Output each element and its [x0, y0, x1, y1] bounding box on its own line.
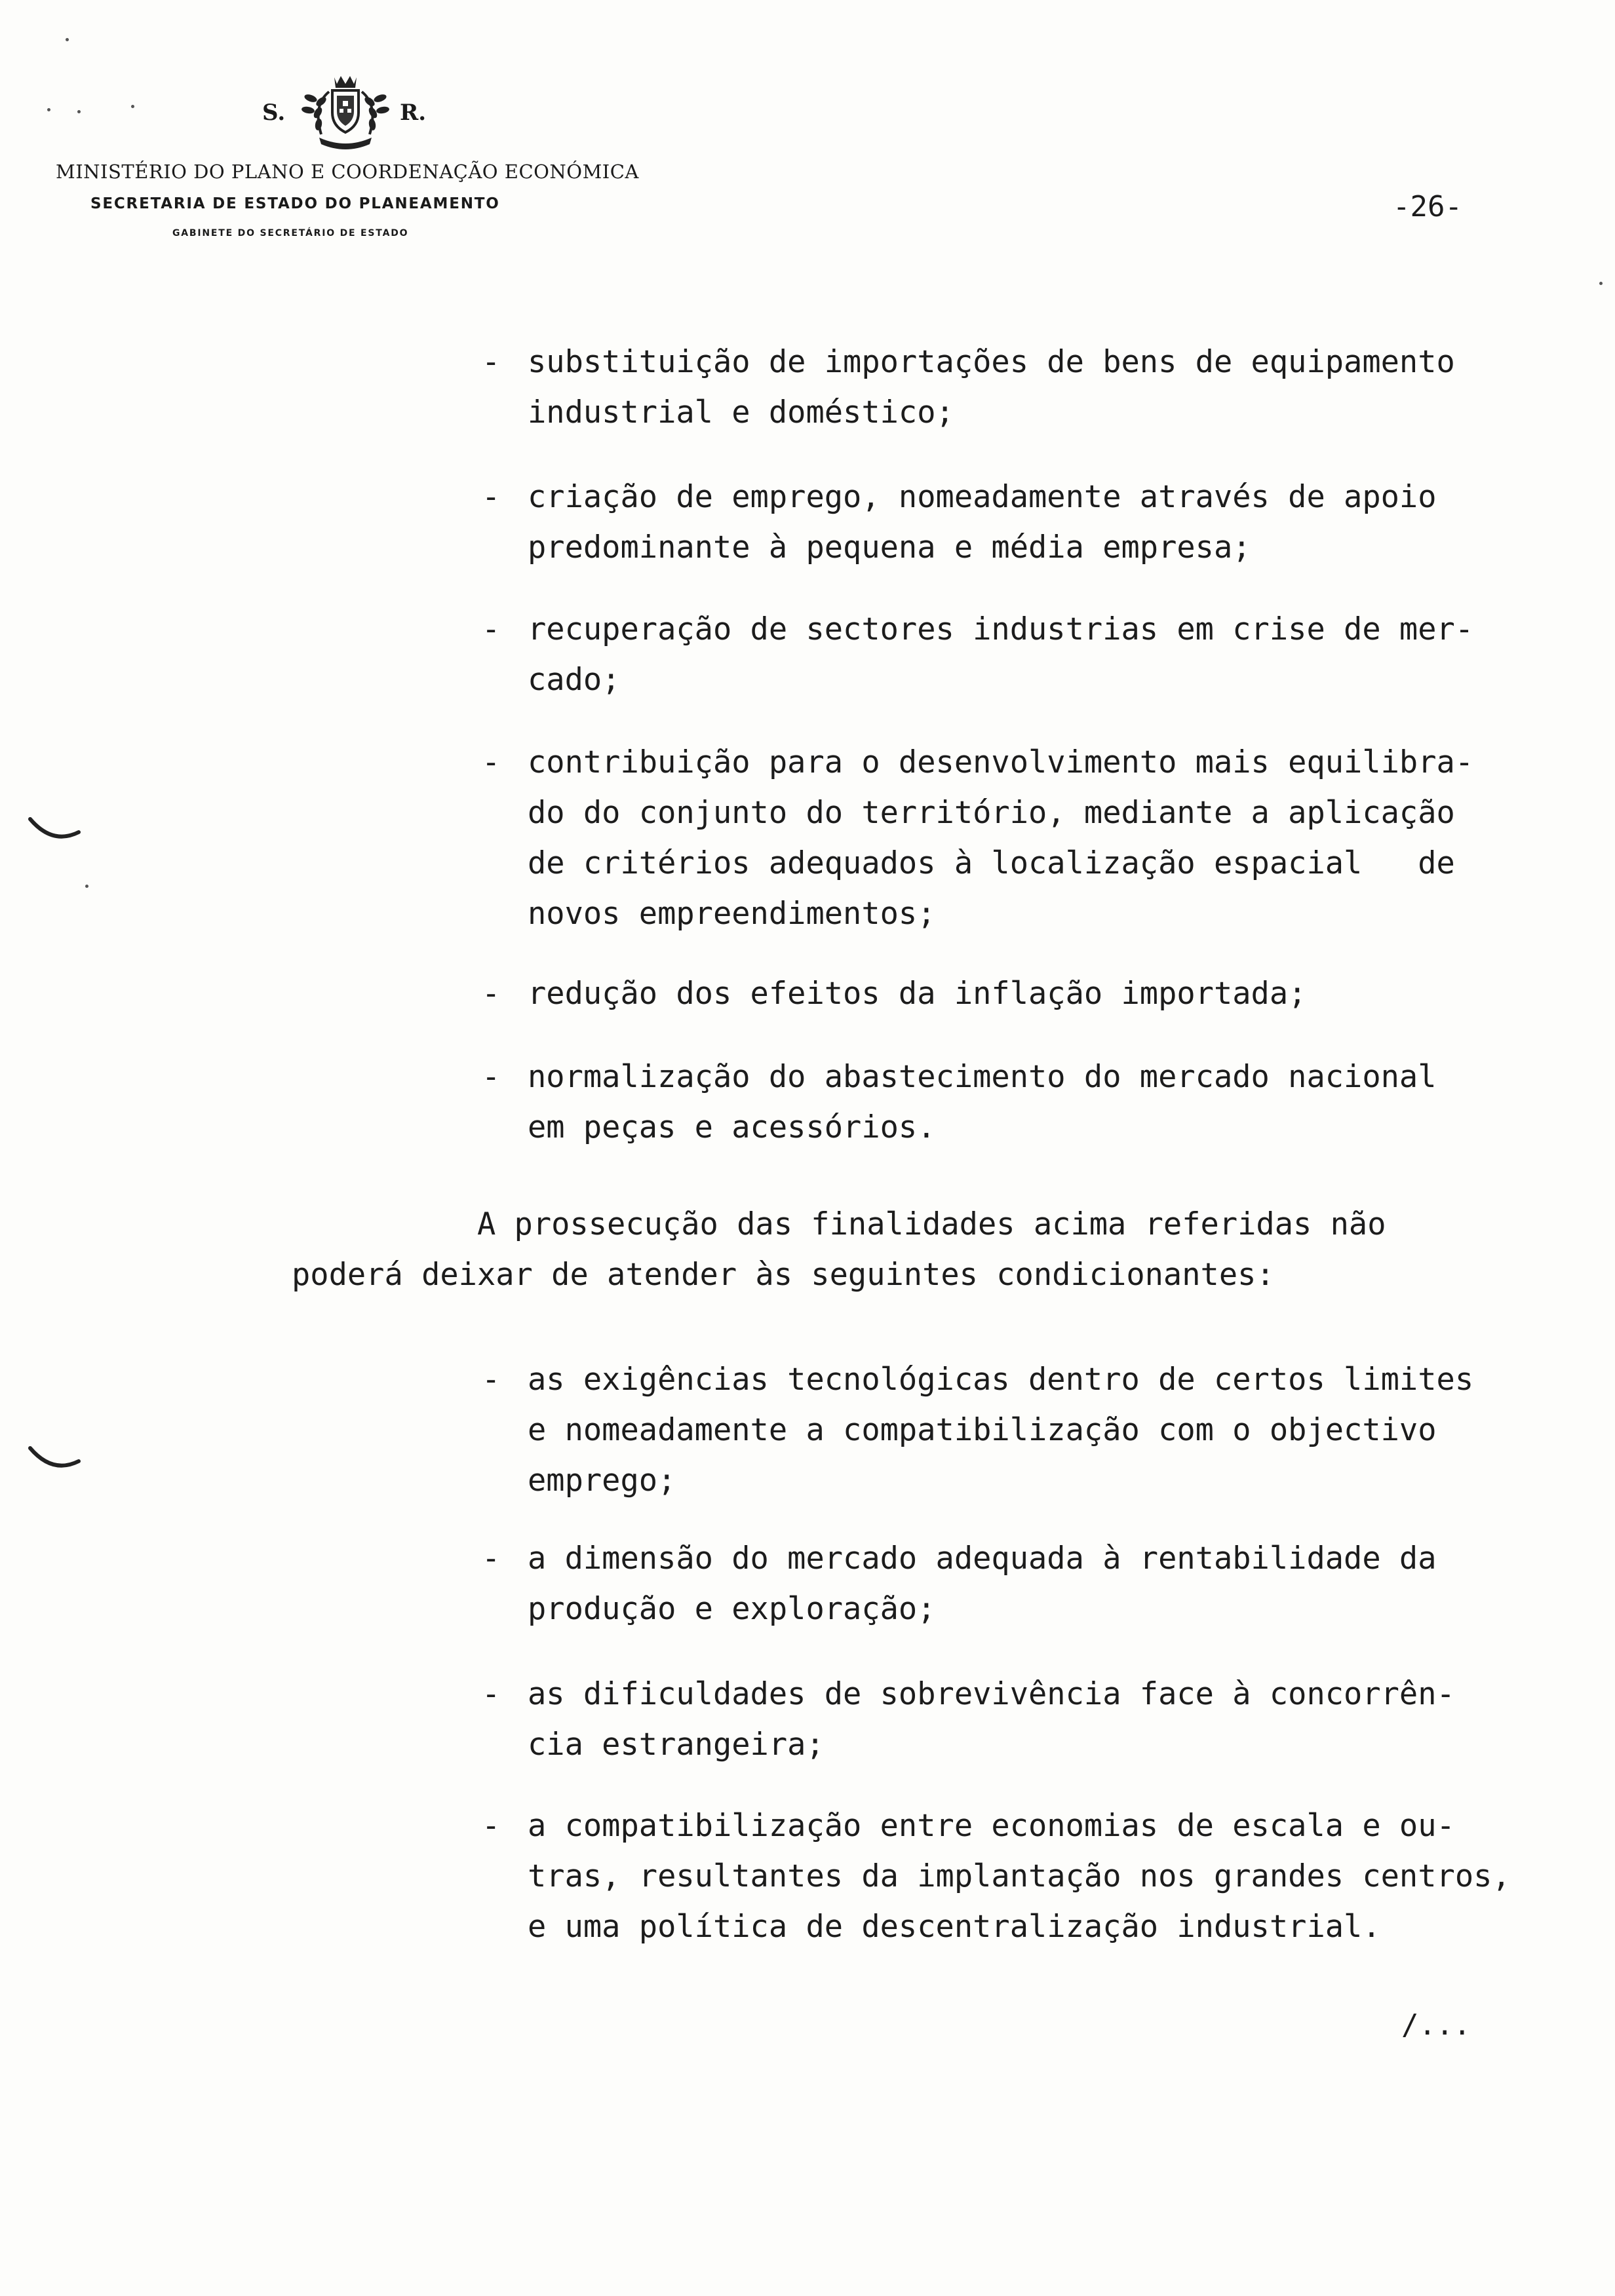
item-line: a dimensão do mercado adequada à rentabilidade da [528, 1540, 1437, 1577]
secretariat-name: SECRETARIA DE ESTADO DO PLANEAMENTO [90, 195, 500, 212]
speck [1599, 282, 1603, 285]
margin-mark-icon [26, 1442, 85, 1481]
item-line: as dificuldades de sobrevivência face à concorrên- [528, 1676, 1455, 1712]
item-line: produção e exploração; [528, 1591, 936, 1627]
item-line: tras, resultantes da implantação nos grandes centros, [528, 1858, 1511, 1894]
item-line: e nomeadamente a compatibilização com o objectivo [528, 1412, 1437, 1448]
item-line: as exigências tecnológicas dentro de certos limites [528, 1362, 1474, 1398]
item-line: novos empreendimentos; [528, 896, 936, 932]
item-line: recuperação de sectores industrias em crise de mer- [528, 611, 1474, 647]
cabinet-name: GABINETE DO SECRETÁRIO DE ESTADO [172, 228, 409, 239]
speck [85, 885, 88, 888]
item-line: substituição de importações de bens de equipamento [528, 344, 1455, 380]
margin-mark-icon [26, 813, 85, 852]
item-line: em peças e acessórios. [528, 1109, 936, 1145]
list-dash: - [482, 1362, 501, 1398]
emblem-row [262, 72, 472, 157]
speck [77, 110, 81, 113]
list-dash: - [482, 1540, 501, 1577]
speck [66, 38, 69, 41]
list-dash: - [482, 1676, 501, 1712]
item-line: cia estrangeira; [528, 1727, 825, 1763]
item-line: redução dos efeitos da inflação importada; [528, 976, 1307, 1012]
item-line: contribuição para o desenvolvimento mais equilibra- [528, 744, 1474, 780]
item-line: a compatibilização entre economias de escala e ou- [528, 1808, 1455, 1844]
item-line: criação de emprego, nomeadamente através de apoio [528, 479, 1437, 515]
item-line: do do conjunto do território, mediante a aplicação [528, 795, 1455, 831]
item-line: emprego; [528, 1463, 676, 1499]
initial-right: R. [400, 100, 427, 126]
item-line: industrial e doméstico; [528, 394, 954, 430]
initial-left: S. [262, 100, 286, 126]
item-line: normalização do abastecimento do mercado nacional [528, 1059, 1437, 1095]
page-number: -26- [1393, 190, 1462, 223]
paragraph-line: A prossecução das finalidades acima referidas não [292, 1206, 1386, 1242]
list-dash: - [482, 611, 501, 647]
item-line: de critérios adequados à localização espacial de [528, 845, 1455, 881]
item-line: e uma política de descentralização industrial. [528, 1909, 1381, 1945]
paragraph [292, 1199, 1596, 1300]
list-dash: - [482, 1808, 501, 1844]
speck [131, 105, 134, 108]
coat-of-arms-icon [296, 72, 395, 154]
ministry-name: MINISTÉRIO DO PLANO E COORDENAÇÃO ECONÓMICA [56, 161, 639, 183]
list-dash: - [482, 1059, 501, 1095]
paragraph-line: poderá deixar de atender às seguintes condicionantes: [292, 1257, 1275, 1293]
list-dash: - [482, 344, 501, 380]
speck [47, 108, 50, 111]
item-line: cado; [528, 662, 621, 698]
list-dash: - [482, 976, 501, 1012]
letterhead [39, 72, 642, 256]
continuation-mark: /... [1401, 2008, 1471, 2042]
list-dash: - [482, 744, 501, 780]
item-line: predominante à pequena e média empresa; [528, 529, 1251, 565]
list-dash: - [482, 479, 501, 515]
